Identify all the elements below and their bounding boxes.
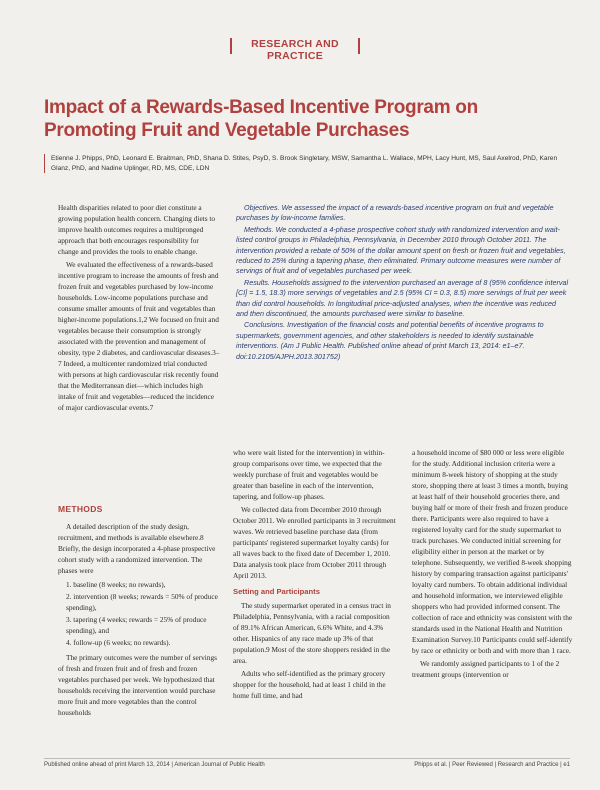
abstract-methods-label: Methods. bbox=[244, 224, 274, 234]
col2-paragraph-3: The study supermarket operated in a census tract in Philadelphia, Pennsylvania, with a racial composition of 89.1% African American, 6.6% White, and 4.3% other. Hispanics of any race made up 3% of that population.9 Most of the store shoppers resided in the area. bbox=[233, 601, 391, 665]
section-bar-right bbox=[358, 38, 360, 54]
footer-rule bbox=[44, 758, 570, 759]
methods-heading: METHODS bbox=[58, 504, 103, 514]
section-label: RESEARCH AND PRACTICE bbox=[251, 38, 339, 62]
methods-paragraph-1: A detailed description of the study design, recruitment, and methods is available elsewhere.8 Briefly, the design incorporated a 4-phase prospective cohort study with a randomized intervention. The phases were bbox=[58, 522, 216, 575]
abstract-conclusions bbox=[236, 320, 570, 362]
column-1-methods bbox=[58, 498, 220, 720]
author-list: Etienne J. Phipps, PhD, Leonard E. Braitman, PhD, Shana D. Stites, PsyD, S. Brook Singletary, MSW, Samantha L. Wallace, MPH, Lacy Hunt, MS, Saul Axelrod, PhD, Karen Glanz, PhD, and Nadine Uplinger, RD, MS, CDE, LDN bbox=[44, 154, 571, 173]
abstract-objectives-label: Objectives. bbox=[244, 203, 280, 212]
abstract-methods bbox=[236, 225, 570, 277]
setting-heading: Setting and Participants bbox=[233, 587, 320, 596]
abstract-results-text: Households assigned to the intervention purchased an average of 8 (95% confidence interval [CI] = 1.5, 18.3) more servings of vegetables and 2.5 (95% CI = 0.3, 8.5) more servings of fruit per week than did control households. In longitudinal price-adjusted analyses, when the incentive was reduced and then discontinued, the amounts purchased were similar to baseline. bbox=[236, 277, 569, 319]
col2-paragraph-1: who were wait listed for the intervention) in within-group comparisons over time, we expected that the weekly purchase of fruit and vegetables would be greater than baseline in each of the intervention, tapering, and follow-up phases. bbox=[233, 448, 385, 501]
methods-paragraph-2: The primary outcomes were the number of servings of fresh and frozen fruit and of fresh and frozen vegetables purchased per week. We hypothesized that households receiving the intervention would purchase more fruit and more vegetables than the control households bbox=[58, 653, 217, 717]
phase-item: 2. intervention (8 weeks; rewards = 50% of produce spending), bbox=[66, 592, 218, 612]
intro-paragraph-2: We evaluated the effectiveness of a rewards-based incentive program to increase the amounts of fresh and frozen fruit and vegetables purchased by low-income households. Low-income populations purchase and consume smaller amounts of fruit and vegetables than higher-income populations.1,2 We focused on fruit and vegetables because their consumption is strongly associated with the prevention and management of obesity, type 2 diabetes, and cardiovascular diseases.3–7 Indeed, a multicenter randomized trial conducted with persons at high cardiovascular risk recently found that the Mediterranean diet—which includes high intake of fruit and vegetables—reduced the incidence of major cardiovascular events.7 bbox=[58, 260, 220, 412]
col3-paragraph-1: a household income of $80 000 or less were eligible for the study. Additional inclusion criteria were a minimum 8-week history of shopping at the study store, shopping there at least 3 times a month, buying at least half of their household groceries there, and buying half or more of their fresh and frozen produce there. Participants were also required to have a registered loyalty card for the study supermarket to track purchases. We conducted initial screening for eligibility either in person at the market or by telephone. Subsequently, we verified 8-week shopping history by comparing transaction against participants' loyalty card numbers. To obtain additional individual and household information, we interviewed eligible shoppers who had provided informed consent. The collection of race and ethnicity was consistent with the standards used in the National Health and Nutrition Examination Survey.10 Participants could self-identify by race or ethnicity or both and with more than 1 race. bbox=[412, 448, 573, 655]
col3-paragraph-2: We randomly assigned participants to 1 of the 2 treatment groups (intervention or bbox=[412, 659, 560, 679]
article-title: Impact of a Rewards-Based Incentive Program on Promoting Fruit and Vegetable Purchases bbox=[44, 97, 478, 141]
footer-right: Phipps et al. | Peer Reviewed | Research and Practice | e1 bbox=[414, 762, 570, 768]
col2-paragraph-4: Adults who self-identified as the primary grocery shopper for the household, had at least 1 child in the home full time, and had bbox=[233, 669, 386, 700]
column-3 bbox=[412, 447, 574, 682]
intro-paragraph-1: Health disparities related to poor diet constitute a growing population health concern. Changing diets to improve health outcomes requires a multipronged approach that both encourages responsibility for change and provides the tools to enable change. bbox=[58, 203, 216, 256]
section-header bbox=[230, 35, 360, 62]
abstract-objectives-text: We assessed the impact of a rewards-based incentive program on fruit and vegetable purchases by low-income families. bbox=[236, 203, 554, 223]
abstract-conclusions-text: Investigation of the financial costs and potential benefits of incentive programs to supermarkets, government agencies, and other stakeholders is needed to identify sustainable interventions. (Am J Public Health. Published online ahead of print March 13, 2014: e1–e7. doi:10.2105/AJPH.2013.301752) bbox=[236, 320, 544, 361]
phase-item: 1. baseline (8 weeks; no rewards), bbox=[66, 580, 166, 589]
abstract-results-label: Results. bbox=[244, 277, 270, 287]
column-1-intro bbox=[58, 202, 220, 415]
phase-item: 4. follow-up (6 weeks; no rewards). bbox=[66, 638, 171, 647]
footer-left: Published online ahead of print March 13, 2014 | American Journal of Public Health bbox=[44, 762, 265, 768]
column-2 bbox=[233, 447, 396, 703]
abstract-conclusions-label: Conclusions. bbox=[244, 320, 286, 330]
abstract-objectives bbox=[236, 203, 570, 224]
col2-paragraph-2: We collected data from December 2010 through October 2011. We enrolled participants in 3 recruitment waves. We retrieved baseline purchase data (from participants' registered supermarket loyalty cards) for all waves back to the fixed date of December 1, 2010. Data analysis took place from October 2011 through April 2013. bbox=[233, 505, 396, 580]
phase-item: 3. tapering (4 weeks; rewards = 25% of produce spending), and bbox=[66, 615, 207, 635]
phase-list bbox=[58, 579, 220, 648]
abstract-results bbox=[236, 278, 570, 320]
abstract bbox=[236, 203, 570, 363]
abstract-methods-text: We conducted a 4-phase prospective cohort study with randomized intervention and wait-listed control groups in Philadelphia, Pennsylvania, in December 2010 through October 2011. The intervention provided a rebate of 50% of the dollar amount spent on fresh or frozen fruit and vegetables, reduced to 25% during a tapering phase, then eliminated. Primary outcome measures were number of servings of fruit and of vegetables purchased per week. bbox=[236, 224, 566, 276]
